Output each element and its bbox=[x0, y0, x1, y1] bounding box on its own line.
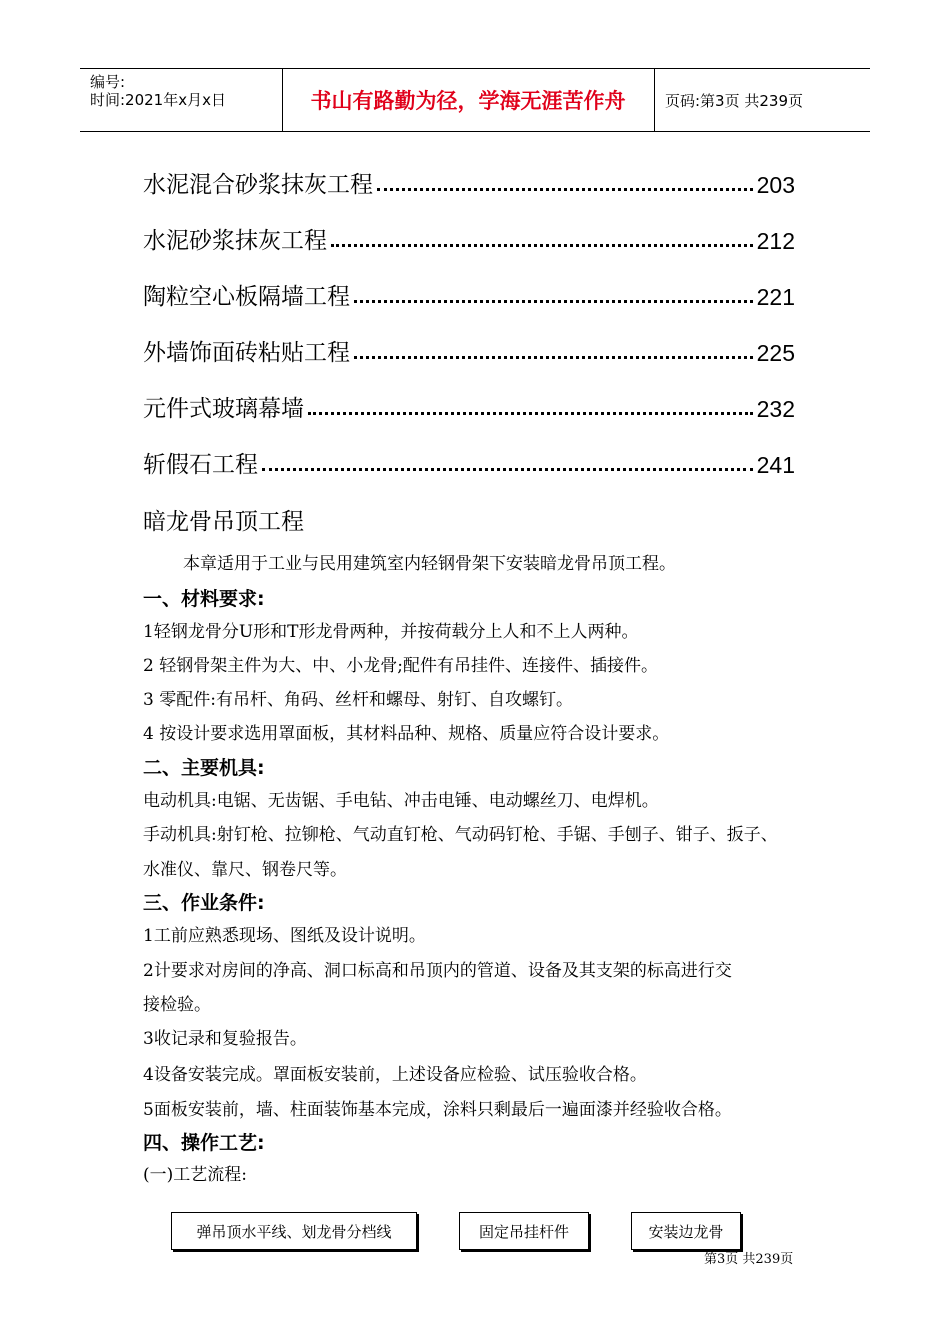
toc-page: 212 bbox=[756, 228, 795, 254]
paragraph: 5面板安装前，墙、柱面装饰基本完成，涂料只剩最后一遍面漆并经验收合格。 bbox=[143, 1100, 732, 1120]
section-heading: 四、操作工艺: bbox=[143, 1132, 265, 1154]
toc-leader bbox=[354, 300, 753, 303]
toc-page: 203 bbox=[756, 172, 795, 198]
toc-page: 241 bbox=[756, 452, 795, 478]
header-info-cell bbox=[80, 69, 283, 131]
section-heading: 二、主要机具: bbox=[143, 757, 265, 779]
paragraph: 手动机具:射钉枪、拉铆枪、气动直钉枪、气动码钉枪、手锯、手刨子、钳子、扳子、 bbox=[143, 825, 778, 845]
paragraph: 3 零配件:有吊杆、角码、丝杆和螺母、射钉、自攻螺钉。 bbox=[143, 690, 573, 710]
toc-title: 水泥混合砂浆抹灰工程 bbox=[143, 172, 373, 198]
toc-leader bbox=[262, 468, 753, 471]
section-heading: 一、材料要求: bbox=[143, 588, 265, 610]
paragraph: 2计要求对房间的净高、洞口标高和吊顶内的管道、设备及其支架的标高进行交 bbox=[143, 961, 732, 981]
paragraph: 1轻钢龙骨分U形和T形龙骨两种，并按荷载分上人和不上人两种。 bbox=[143, 622, 639, 642]
header-page-info: 页码:第3页 共239页 bbox=[665, 91, 803, 110]
paragraph: 电动机具:电锯、无齿锯、手电钻、冲击电锤、电动螺丝刀、电焊机。 bbox=[143, 791, 659, 811]
header-page-cell bbox=[655, 69, 870, 131]
toc-leader bbox=[354, 356, 753, 359]
chapter-title: 暗龙骨吊顶工程 bbox=[143, 509, 304, 535]
toc-leader bbox=[331, 244, 753, 247]
paragraph: 1工前应熟悉现场、图纸及设计说明。 bbox=[143, 926, 426, 946]
toc-title: 外墙饰面砖粘贴工程 bbox=[143, 340, 350, 366]
toc-entry[interactable] bbox=[143, 222, 795, 255]
motto: 书山有路勤为径，学海无涯苦作舟 bbox=[310, 89, 626, 113]
date-label: 时间:2021年x月x日 bbox=[90, 91, 226, 109]
flow-step-box: 弹吊顶水平线、划龙骨分档线 bbox=[171, 1212, 417, 1250]
paragraph: 3收记录和复验报告。 bbox=[143, 1029, 307, 1049]
serial-label: 编号: bbox=[90, 73, 126, 91]
flow-step-box: 固定吊挂杆件 bbox=[459, 1212, 589, 1250]
toc-title: 斩假石工程 bbox=[143, 452, 258, 478]
toc-entry[interactable] bbox=[143, 166, 795, 199]
paragraph: 接检验。 bbox=[143, 995, 211, 1015]
page-header bbox=[80, 68, 870, 132]
chapter-intro: 本章适用于工业与民用建筑室内轻钢骨架下安装暗龙骨吊顶工程。 bbox=[183, 554, 676, 574]
toc-entry[interactable] bbox=[143, 446, 795, 479]
page-footer: 第3页 共239页 bbox=[704, 1252, 794, 1267]
paragraph: 2 轻钢骨架主件为大、中、小龙骨;配件有吊挂件、连接件、插接件。 bbox=[143, 656, 658, 676]
paragraph: 4设备安装完成。罩面板安装前，上述设备应检验、试压验收合格。 bbox=[143, 1065, 647, 1085]
header-motto-cell bbox=[282, 69, 655, 131]
toc-title: 水泥砂浆抹灰工程 bbox=[143, 228, 327, 254]
toc-page: 232 bbox=[756, 396, 795, 422]
toc-page: 225 bbox=[756, 340, 795, 366]
toc-title: 陶粒空心板隔墙工程 bbox=[143, 284, 350, 310]
toc-page: 221 bbox=[756, 284, 795, 310]
flow-step-box: 安装边龙骨 bbox=[631, 1212, 741, 1250]
paragraph: 4 按设计要求选用罩面板，其材料品种、规格、质量应符合设计要求。 bbox=[143, 724, 670, 744]
toc-entry[interactable] bbox=[143, 334, 795, 367]
toc-entry[interactable] bbox=[143, 390, 795, 423]
toc-leader bbox=[308, 412, 753, 415]
toc-title: 元件式玻璃幕墙 bbox=[143, 396, 304, 422]
toc-entry[interactable] bbox=[143, 278, 795, 311]
section-heading: 三、作业条件: bbox=[143, 892, 265, 914]
paragraph: 水准仪、靠尺、钢卷尺等。 bbox=[143, 860, 347, 880]
toc-leader bbox=[377, 188, 753, 191]
subsection-heading: (一)工艺流程: bbox=[143, 1165, 247, 1185]
